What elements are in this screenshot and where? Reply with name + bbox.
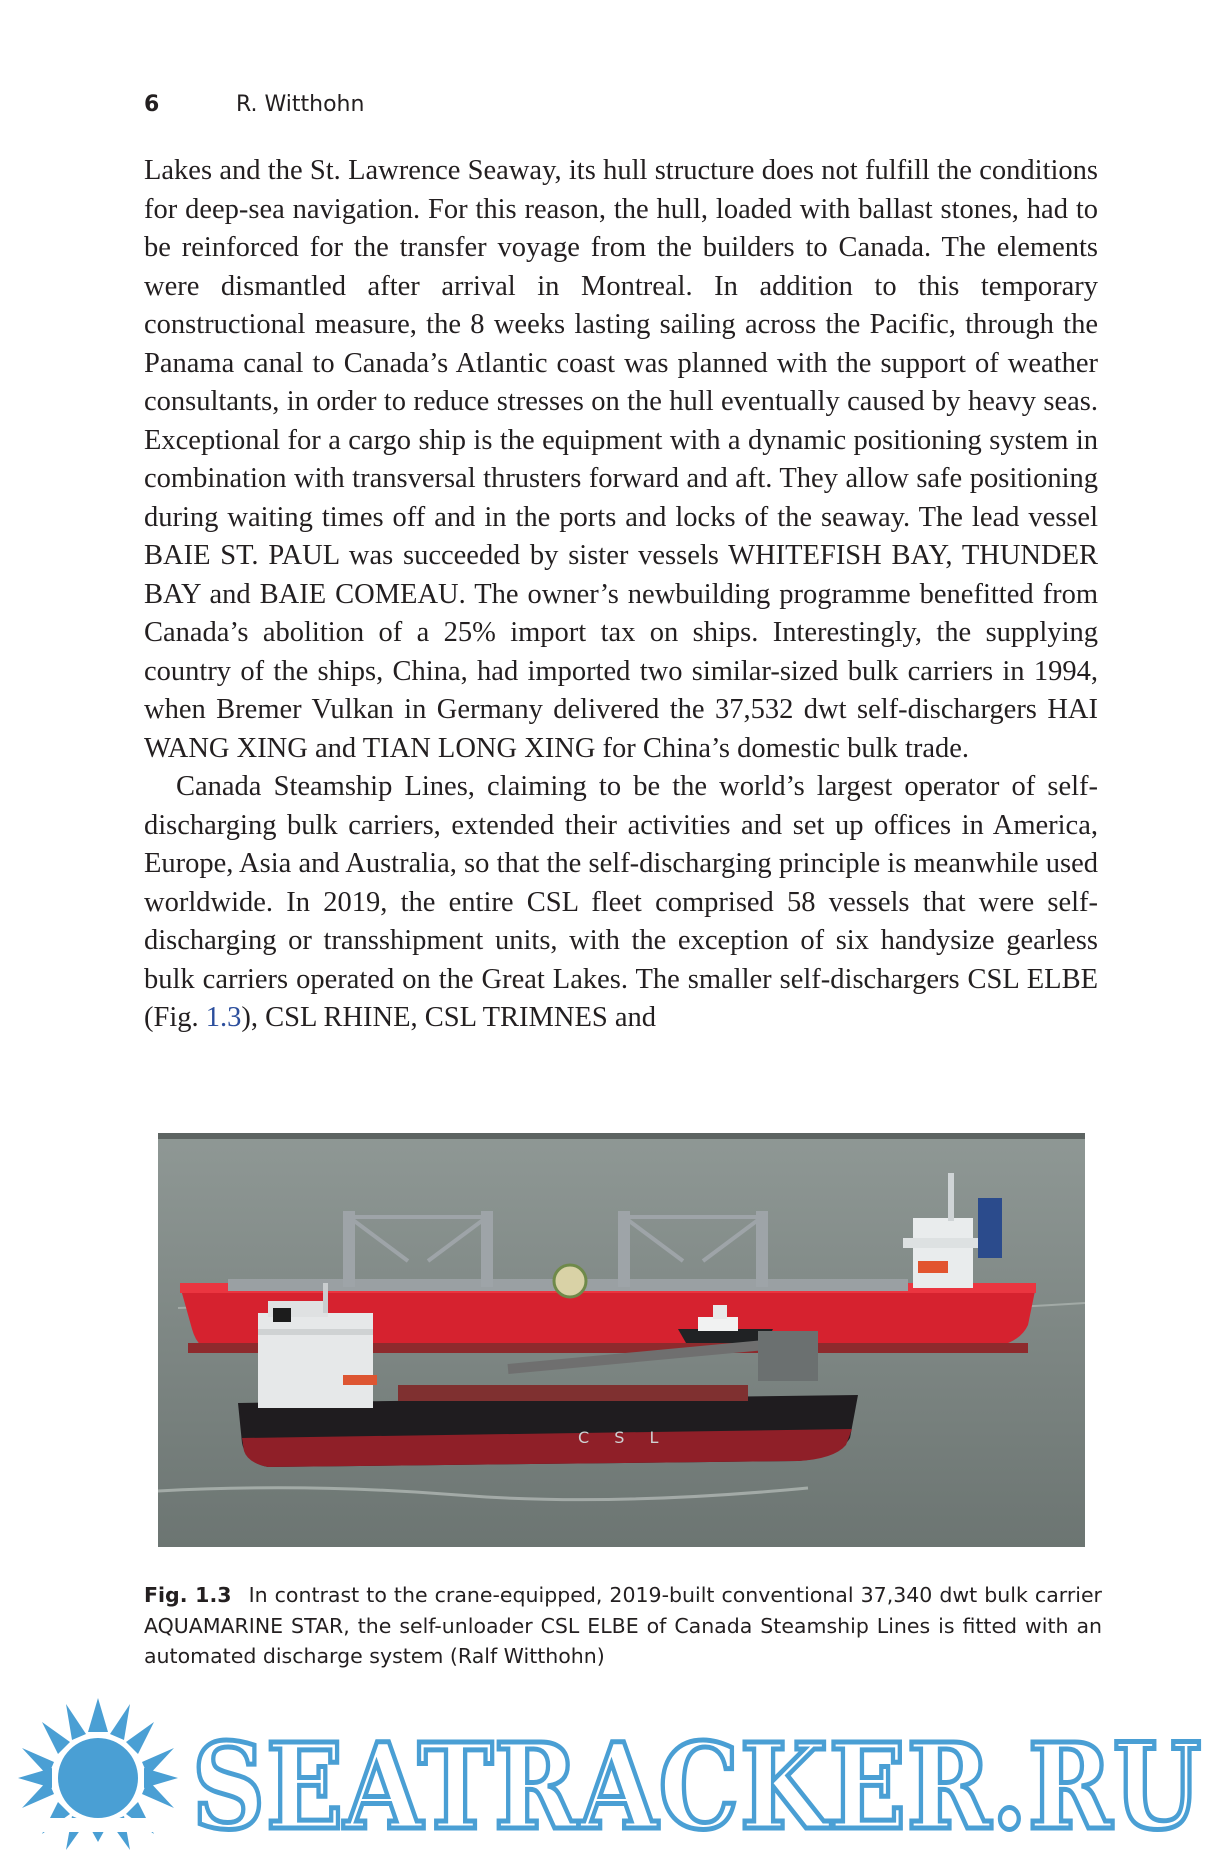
page-number: 6 (144, 92, 160, 117)
paragraph-2-text: Canada Steamship Lines, claiming to be the world’s largest operator of self-discharging bulk carriers, extended their activities and set up offices in America, Europe, Asia and Australia, so that the self-discharging principle is meanwhile used worldwide. In 2019, the entire CSL fleet comprised 58 vessels that were self-discharging or transshipment units, with the exception of six handysize gearless bulk carriers operated on the Great Lakes. The smaller self-dischargers CSL ELBE (Fig. (144, 771, 1098, 1033)
hull-marking-csl: C S L (578, 1428, 669, 1447)
caption-label: Fig. 1.3 (144, 1583, 232, 1607)
paragraph-2 (144, 768, 1098, 1038)
figure-reference-link[interactable]: 1.3 (205, 1002, 242, 1033)
page-header (144, 92, 1104, 126)
watermark-text: SEATRACKER.RU (192, 1717, 1202, 1851)
paragraph-2-text-end: ), CSL RHINE, CSL TRIMNES and (241, 1002, 656, 1033)
figure-photo (158, 1133, 1085, 1547)
figure-caption (144, 1580, 1102, 1672)
body-text (144, 152, 1098, 1038)
watermark (0, 1690, 1221, 1851)
ships-photo (158, 1133, 1085, 1547)
running-author: R. Witthohn (236, 92, 365, 117)
caption-text: In contrast to the crane-equipped, 2019-built conventional 37,340 dwt bulk carrier AQUAMARINE STAR, the self-unloader CSL ELBE of Canada Steamship Lines is fitted with an automated discharge system (Ralf Witthohn) (144, 1583, 1102, 1668)
paragraph-1: Lakes and the St. Lawrence Seaway, its hull structure does not fulfill the conditions for deep-sea navigation. For this reason, the hull, loaded with ballast stones, had to be reinforced for the transfer voyage from the builders to Canada. The elements were dismantled after arrival in Montreal. In addition to this temporary constructional measure, the 8 weeks lasting sailing across the Pacific, through the Panama canal to Canada’s Atlantic coast was planned with the support of weather consultants, in order to reduce stresses on the hull eventually caused by heavy seas. Exceptional for a cargo ship is the equipment with a dynamic positioning system in combination with transversal thrusters forward and aft. They allow safe positioning during waiting times off and in the ports and locks of the seaway. The lead vessel BAIE ST. PAUL was succeeded by sister vessels WHITEFISH BAY, THUNDER BAY and BAIE COMEAU. The owner’s newbuilding programme benefitted from Canada’s abolition of a 25% import tax on ships. Interestingly, the supplying country of the ships, China, had imported two similar-sized bulk carriers in 1994, when Bremer Vulkan in Germany delivered the 37,532 dwt self-dischargers HAI WANG XING and TIAN LONG XING for China’s domestic bulk trade. (144, 155, 1098, 764)
sun-icon (18, 1698, 178, 1850)
